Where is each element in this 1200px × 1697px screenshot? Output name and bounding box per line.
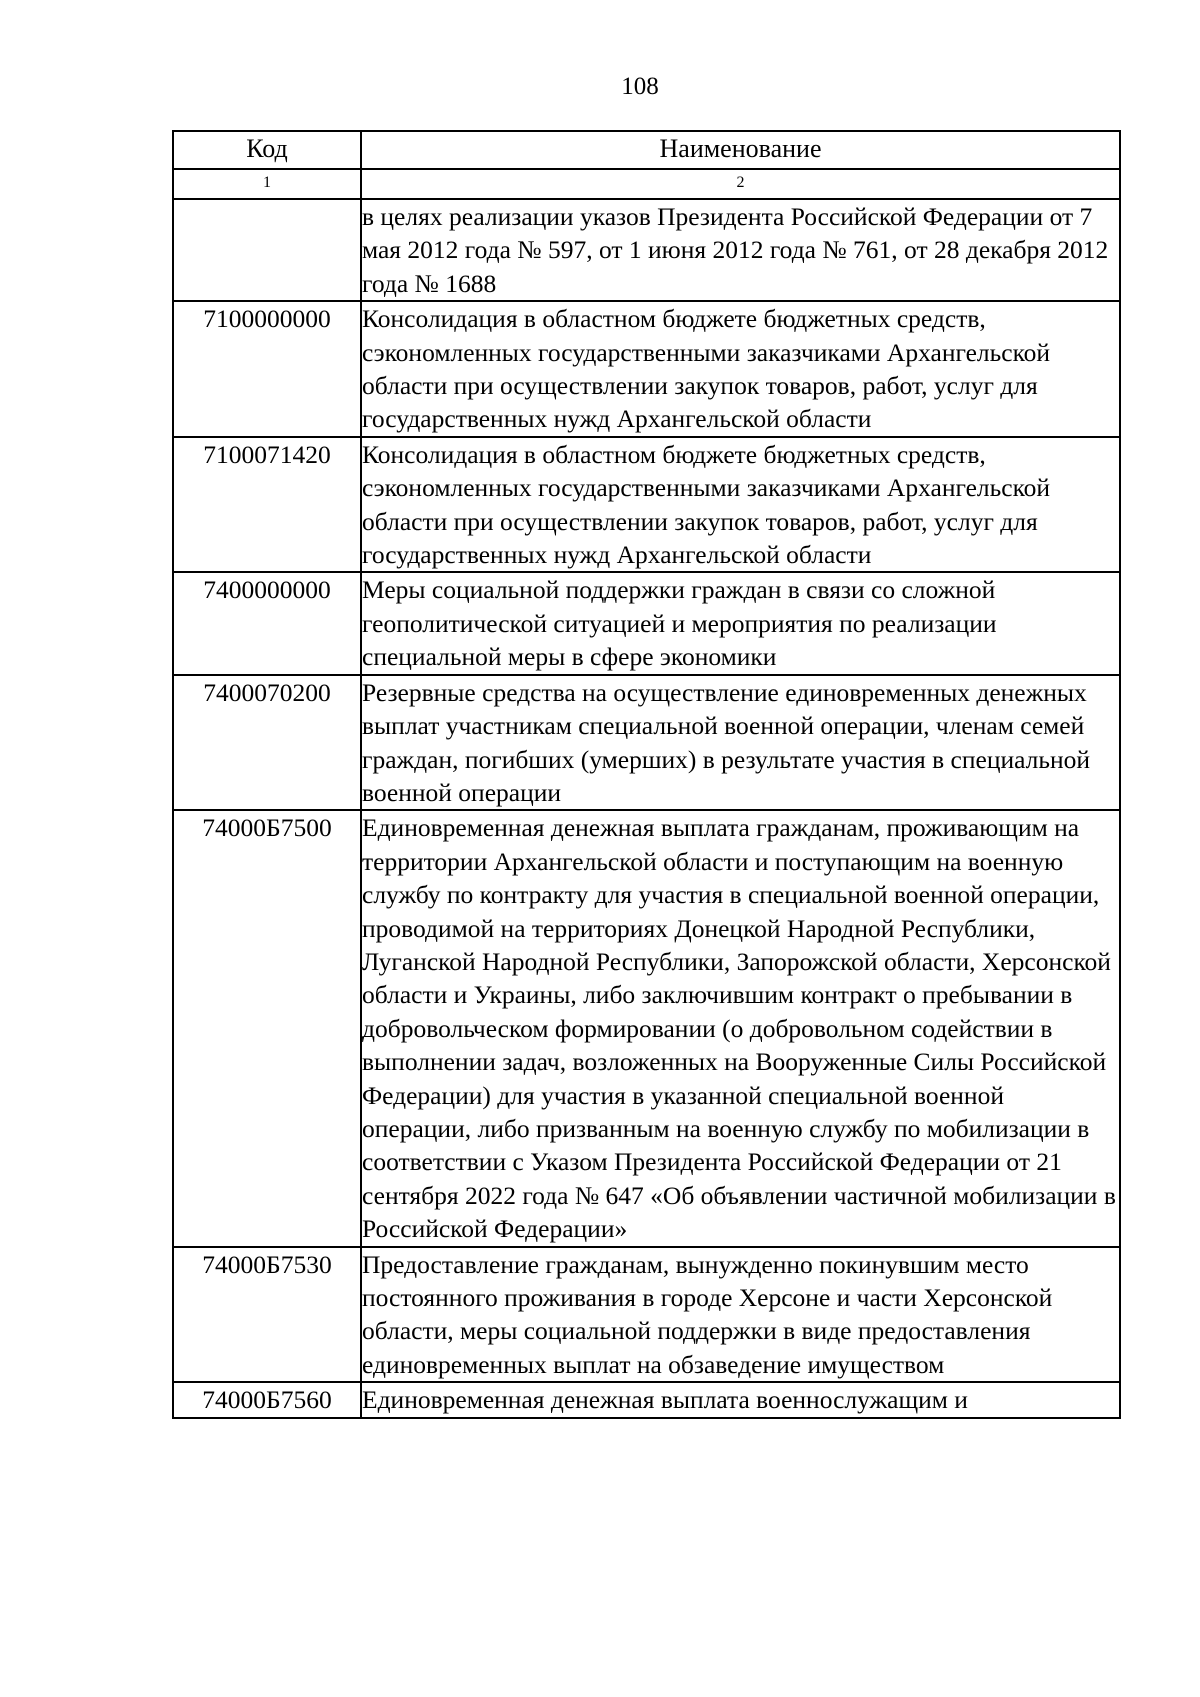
row-name: в целях реализации указов Президента Российской Федерации от 7 мая 2012 года № 597, от 1 июня 2012 года № 761, от 28 декабря 2012 года № 1688 [361, 199, 1120, 301]
row-code: 7400070200 [173, 675, 361, 811]
table-row [173, 675, 1120, 811]
row-code [173, 199, 361, 301]
row-code: 7100071420 [173, 437, 361, 573]
row-name: Единовременная денежная выплата гражданам, проживающим на территории Архангельской области и поступающим на военную службу по контракту для участия в специальной военной операции, проводимой на территориях Донецкой Народной Республики, Луганской Народной Республики, Запорожской области, Херсонской области и Украины, либо заключившим контракт о пребывании в добровольческом формировании (о добровольном содействии в выполнении задач, возложенных на Вооруженные Силы Российской Федерации) для участия в указанной специальной военной операции, либо призванным на военную службу по мобилизации в соответствии с Указом Президента Российской Федерации от 21 сентября 2022 года № 647 «Об объявлении частичной мобилизации в Российской Федерации» [361, 810, 1120, 1246]
row-code: 74000Б7530 [173, 1247, 361, 1383]
row-name: Консолидация в областном бюджете бюджетных средств, сэкономленных государственными заказчиками Архангельской области при осуществлении закупок товаров, работ, услуг для государственных нужд Архангельской области [361, 301, 1120, 437]
row-name: Предоставление гражданам, вынужденно покинувшим место постоянного проживания в городе Херсоне и части Херсонской области, меры социальной поддержки в виде предоставления единовременных выплат на обзаведение имуществом [361, 1247, 1120, 1383]
row-code: 74000Б7500 [173, 810, 361, 1246]
row-code: 7400000000 [173, 572, 361, 674]
name-column-number: 2 [361, 169, 1120, 199]
column-number-row [173, 169, 1120, 199]
name-column-header: Наименование [361, 131, 1120, 169]
row-name: Единовременная денежная выплата военнослужащим и [361, 1382, 1120, 1417]
table-row [173, 301, 1120, 437]
table-header-row [173, 131, 1120, 169]
row-name: Резервные средства на осуществление единовременных денежных выплат участникам специальной военной операции, членам семей граждан, погибших (умерших) в результате участия в специальной военной операции [361, 675, 1120, 811]
table-row [173, 1247, 1120, 1383]
code-column-number: 1 [173, 169, 361, 199]
table-row [173, 810, 1120, 1246]
code-column-header: Код [173, 131, 361, 169]
budget-classification-table [172, 130, 1121, 1419]
row-code: 7100000000 [173, 301, 361, 437]
table-row [173, 1382, 1120, 1417]
table-row [173, 199, 1120, 301]
table-row [173, 572, 1120, 674]
page-number: 108 [621, 73, 659, 100]
row-code: 74000Б7560 [173, 1382, 361, 1417]
row-name: Меры социальной поддержки граждан в связи со сложной геополитической ситуацией и мероприятия по реализации специальной меры в сфере экономики [361, 572, 1120, 674]
table-row [173, 437, 1120, 573]
row-name: Консолидация в областном бюджете бюджетных средств, сэкономленных государственными заказчиками Архангельской области при осуществлении закупок товаров, работ, услуг для государственных нужд Архангельской области [361, 437, 1120, 573]
